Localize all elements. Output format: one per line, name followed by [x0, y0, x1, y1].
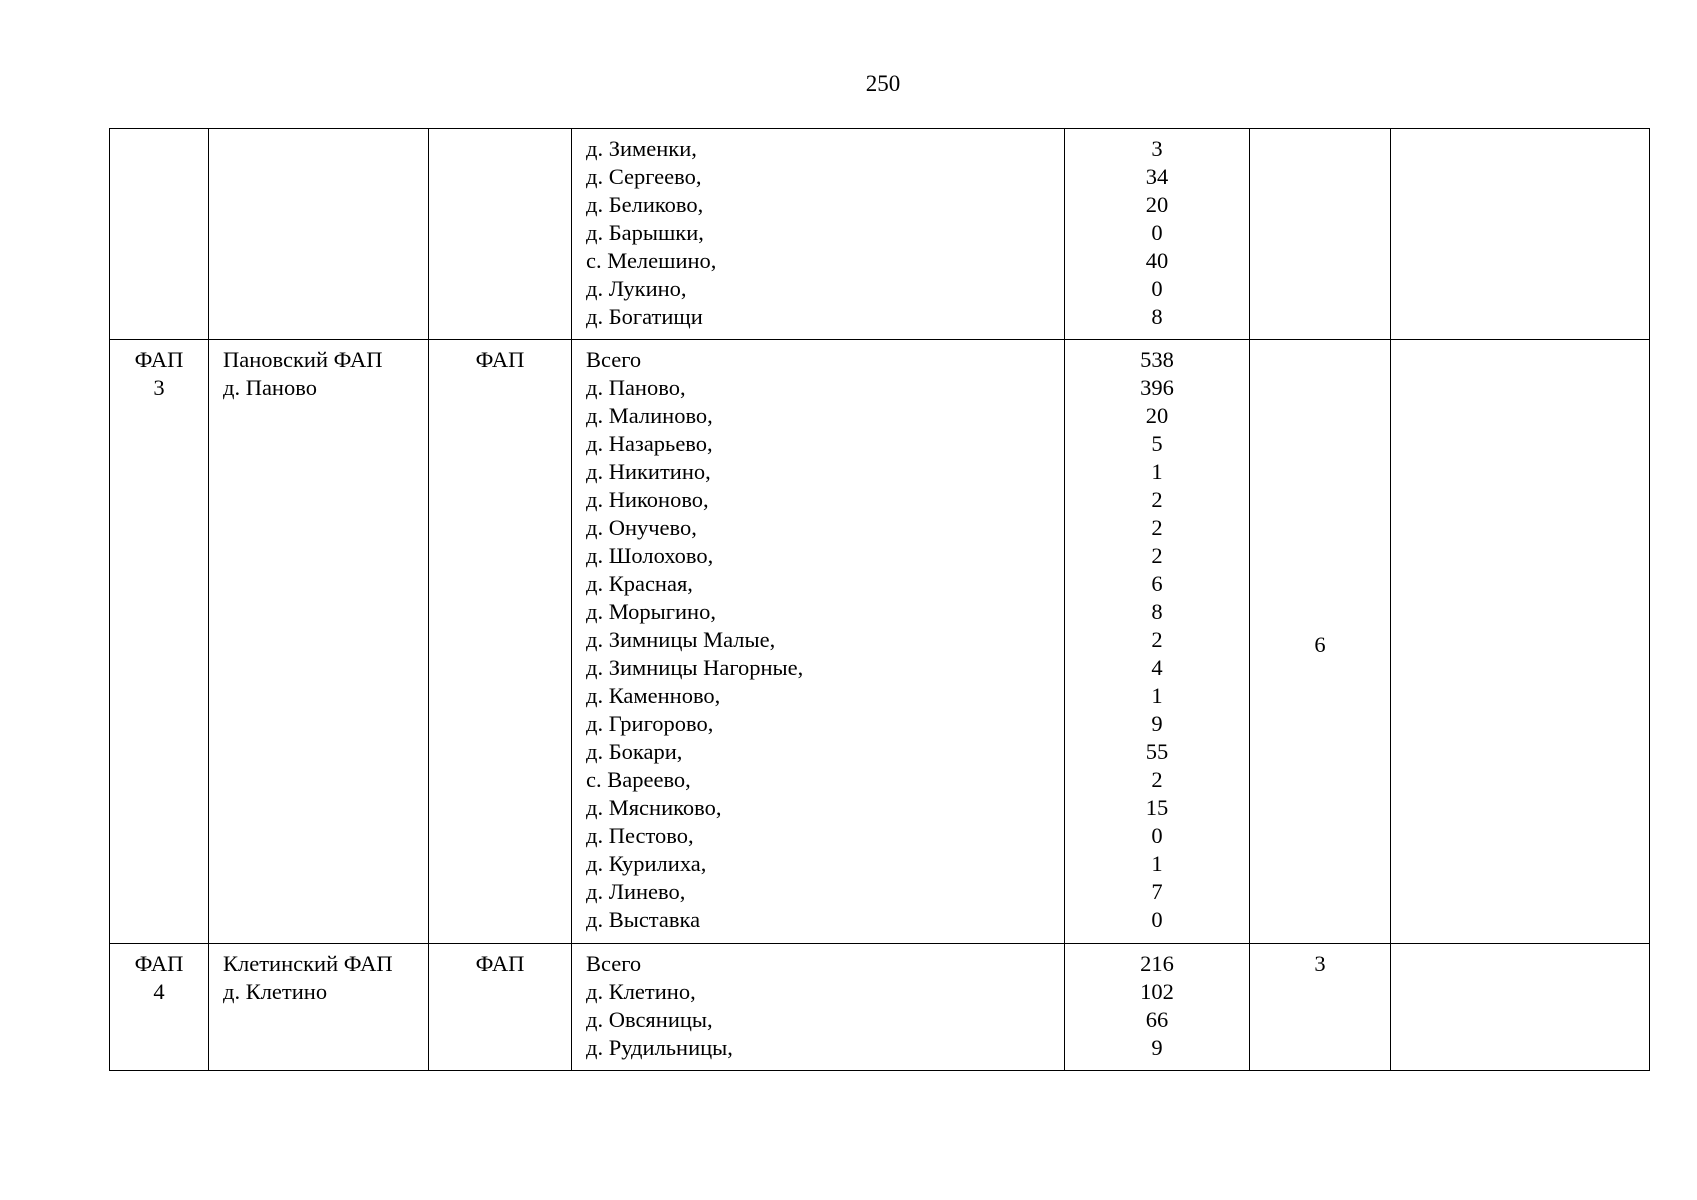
cell-staff	[1250, 944, 1391, 1071]
population-value: 3	[1151, 136, 1163, 161]
table-row	[110, 129, 1650, 340]
staff-count: 6	[1314, 631, 1326, 657]
settlement-name: д. Каменново,	[586, 683, 721, 708]
population-value: 6	[1151, 571, 1163, 596]
cell-settlements	[572, 944, 1065, 1071]
population-value: 9	[1151, 1035, 1163, 1060]
population-value: 8	[1151, 599, 1163, 624]
population-value: 0	[1151, 220, 1163, 245]
settlement-name: д. Барышки,	[586, 220, 704, 245]
facilities-table	[109, 128, 1650, 1071]
cell-number	[110, 340, 209, 944]
facility-location: д. Клетино	[223, 979, 328, 1004]
cell-settlements	[572, 340, 1065, 944]
settlement-name: д. Никоново,	[586, 487, 709, 512]
population-value: 2	[1151, 627, 1163, 652]
population-value: 40	[1145, 248, 1169, 273]
settlement-name: д. Паново,	[586, 375, 686, 400]
table-row	[110, 944, 1650, 1071]
cell-facility-name	[209, 129, 429, 340]
settlement-name: д. Шолохово,	[586, 543, 714, 568]
cell-facility-name	[209, 944, 429, 1071]
settlement-name: с. Вареево,	[586, 767, 691, 792]
facility-type: ФАП	[475, 951, 525, 976]
population-value: 0	[1151, 276, 1163, 301]
cell-facility-type	[429, 129, 572, 340]
settlement-name: д. Богатищи	[586, 304, 703, 329]
cell-facility-name	[209, 340, 429, 944]
cell-number	[110, 944, 209, 1071]
facility-location: д. Паново	[223, 375, 317, 400]
population-value: 216	[1140, 951, 1174, 976]
cell-population	[1065, 944, 1250, 1071]
cell-population	[1065, 340, 1250, 944]
settlement-name: д. Беликово,	[586, 192, 704, 217]
facility-name: Клетинский ФАП	[223, 951, 393, 976]
settlement-name: д. Морыгино,	[586, 599, 716, 624]
staff-count: 3	[1314, 951, 1326, 976]
population-value: 4	[1151, 655, 1163, 680]
cell-staff	[1250, 129, 1391, 340]
population-value: 9	[1151, 711, 1163, 736]
population-value: 8	[1151, 304, 1163, 329]
settlement-name: д. Мясниково,	[586, 795, 722, 820]
settlement-name: д. Курилиха,	[586, 851, 707, 876]
cell-note	[1391, 944, 1650, 1071]
cell-facility-type	[429, 944, 572, 1071]
population-value: 0	[1151, 907, 1163, 932]
population-value: 538	[1140, 347, 1174, 372]
table-row	[110, 340, 1650, 944]
population-value: 2	[1151, 767, 1163, 792]
settlement-name: д. Линево,	[586, 879, 686, 904]
settlement-name: с. Мелешино,	[586, 248, 717, 273]
settlement-name: д. Зимницы Малые,	[586, 627, 776, 652]
settlement-name: д. Пестово,	[586, 823, 694, 848]
settlement-name: д. Рудильницы,	[586, 1035, 733, 1060]
cell-facility-type	[429, 340, 572, 944]
settlement-name: д. Клетино,	[586, 979, 696, 1004]
population-value: 1	[1151, 851, 1163, 876]
cell-staff	[1250, 340, 1391, 944]
settlement-name: д. Назарьево,	[586, 431, 713, 456]
settlement-name: д. Малиново,	[586, 403, 713, 428]
population-value: 1	[1151, 459, 1163, 484]
population-value: 20	[1145, 403, 1169, 428]
settlement-name: д. Выставка	[586, 907, 701, 932]
cell-note	[1391, 340, 1650, 944]
population-value: 55	[1145, 739, 1169, 764]
settlement-name: д. Онучево,	[586, 515, 697, 540]
population-value: 396	[1140, 375, 1174, 400]
facility-name: Пановский ФАП	[223, 347, 383, 372]
population-value: 2	[1151, 543, 1163, 568]
population-value: 15	[1145, 795, 1169, 820]
settlement-name: д. Сергеево,	[586, 164, 702, 189]
settlement-name: д. Красная,	[586, 571, 693, 596]
population-value: 5	[1151, 431, 1163, 456]
settlement-name: д. Овсяницы,	[586, 1007, 713, 1032]
settlement-name: д. Григорово,	[586, 711, 714, 736]
population-value: 0	[1151, 823, 1163, 848]
cell-note	[1391, 129, 1650, 340]
population-value: 7	[1151, 879, 1163, 904]
population-value: 1	[1151, 683, 1163, 708]
population-value: 2	[1151, 515, 1163, 540]
settlement-name: д. Зименки,	[586, 136, 697, 161]
population-value: 2	[1151, 487, 1163, 512]
population-value: 66	[1145, 1007, 1169, 1032]
population-value: 102	[1140, 979, 1174, 1004]
settlement-name: Всего	[586, 347, 642, 372]
cell-settlements	[572, 129, 1065, 340]
page-number: 250	[865, 71, 901, 96]
facility-code: ФАП	[134, 347, 184, 372]
facility-index: 4	[153, 979, 165, 1004]
settlement-name: Всего	[586, 951, 642, 976]
settlement-name: д. Лукино,	[586, 276, 687, 301]
facility-code: ФАП	[134, 951, 184, 976]
cell-number	[110, 129, 209, 340]
facility-type: ФАП	[475, 347, 525, 372]
population-value: 20	[1145, 192, 1169, 217]
cell-population	[1065, 129, 1250, 340]
facility-index: 3	[153, 375, 165, 400]
population-value: 34	[1145, 164, 1169, 189]
settlement-name: д. Зимницы Нагорные,	[586, 655, 804, 680]
settlement-name: д. Никитино,	[586, 459, 711, 484]
settlement-name: д. Бокари,	[586, 739, 683, 764]
